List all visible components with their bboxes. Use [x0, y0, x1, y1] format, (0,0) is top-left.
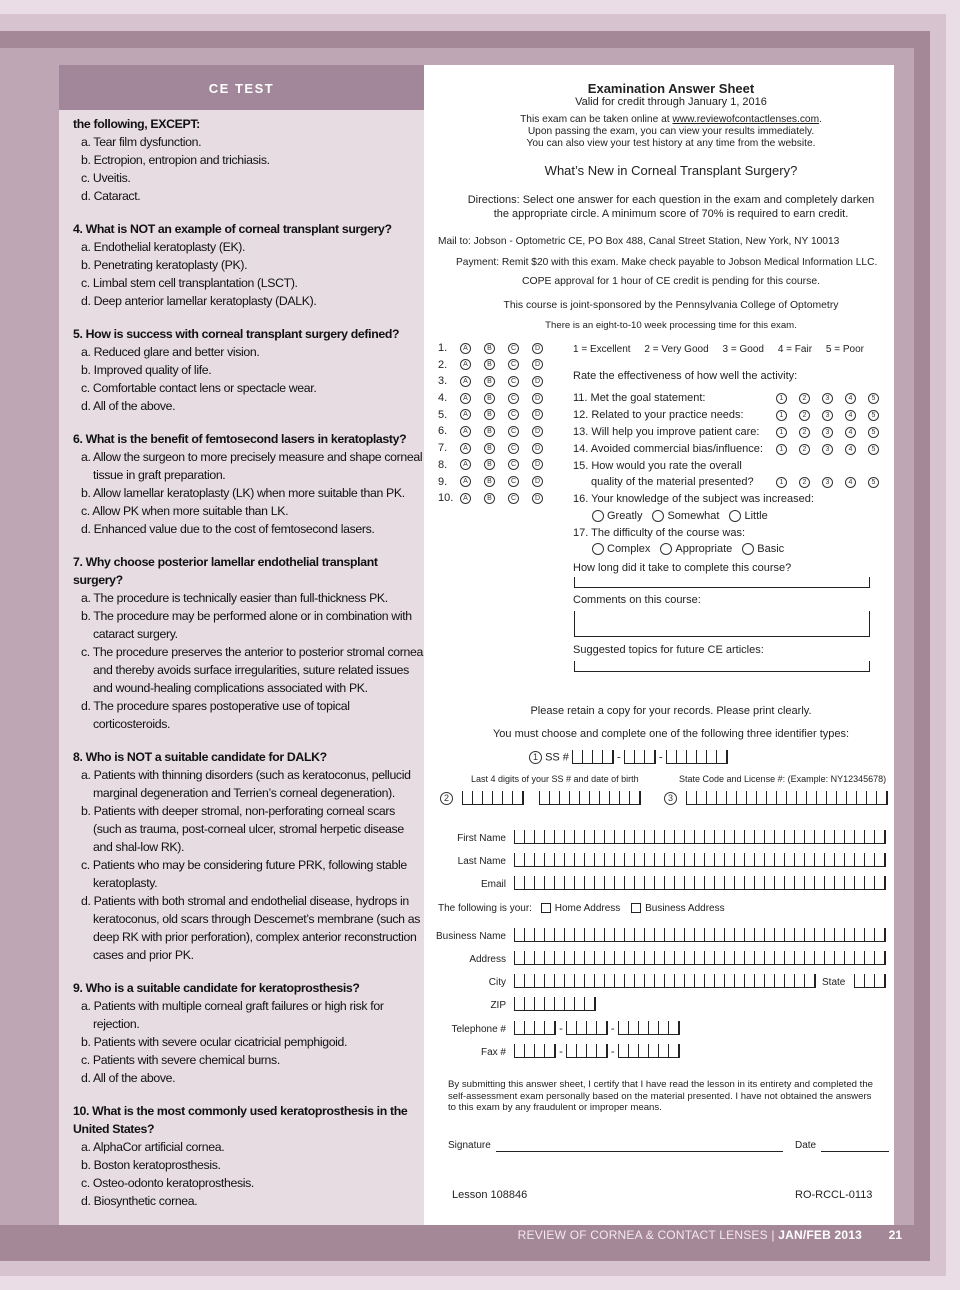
answer-row	[438, 425, 558, 442]
rating-12-bubble-3[interactable]: 3	[822, 410, 833, 421]
option: d. Enhanced value due to the cost of femtosecond lasers.	[81, 522, 375, 536]
home-address-label: Home Address	[554, 903, 621, 914]
answer-number: 2.	[438, 358, 448, 371]
q16opts-radio[interactable]	[652, 510, 664, 522]
option: d. All of the above.	[81, 399, 176, 413]
last-name-label: Last Name	[457, 856, 506, 867]
answer-bubble-a[interactable]: A	[460, 476, 471, 487]
answer-row	[438, 409, 558, 426]
answer-row	[438, 392, 558, 409]
option: c. Limbal stem cell transplantation (LSCT).	[81, 276, 298, 290]
answer-bubble-c[interactable]: C	[508, 376, 519, 387]
issue-date: JAN/FEB 2013	[778, 1228, 862, 1242]
rating-15-bubble-4[interactable]: 4	[845, 477, 856, 488]
joint-sponsor: This course is joint-sponsored by the Pennsylvania College of Optometry	[503, 300, 839, 311]
answer-bubble-c[interactable]: C	[508, 359, 519, 370]
q15-line1: 15. How would you rate the overall	[573, 460, 742, 472]
answer-number: 3.	[438, 375, 448, 388]
answer-number: 9.	[438, 475, 448, 488]
history-note: You can also view your test history at any time from the website.	[526, 138, 816, 149]
rating-15-bubble-2[interactable]: 2	[799, 477, 810, 488]
answer-bubble-a[interactable]: A	[460, 376, 471, 387]
cope-note: COPE approval for 1 hour of CE credit is pending for this course.	[521, 276, 820, 287]
answer-bubble-b[interactable]: B	[484, 343, 495, 354]
comments-label: Comments on this course:	[573, 594, 701, 606]
answer-bubble-a[interactable]: A	[460, 343, 471, 354]
rating-15-bubble-5[interactable]: 5	[868, 477, 879, 488]
rating-item-label: 12. Related to your practice needs:	[573, 409, 744, 421]
answer-number: 7.	[438, 442, 448, 455]
rating-row-11	[573, 392, 883, 409]
fax-input[interactable]	[514, 1044, 680, 1058]
fax-dash-1: -	[559, 1046, 563, 1058]
option: d. The procedure spares postoperative use of topical corticosteroids.	[81, 699, 350, 731]
option-list	[73, 133, 423, 205]
q17-options	[592, 543, 794, 555]
option: a. AlphaCor artificial cornea.	[81, 1140, 225, 1154]
answer-bubble-c[interactable]: C	[508, 393, 519, 404]
identifier-note: You must choose and complete one of the following three identifier types:	[492, 728, 850, 740]
answer-bubble-b[interactable]: B	[484, 476, 495, 487]
answer-row	[438, 375, 558, 392]
option: a. Endothelial keratoplasty (EK).	[81, 240, 246, 254]
answer-row	[438, 459, 558, 476]
answer-bubble-c[interactable]: C	[508, 476, 519, 487]
answer-bubble-b[interactable]: B	[484, 359, 495, 370]
telephone-label: Telephone #	[451, 1024, 506, 1035]
q17opts-label: Appropriate	[675, 543, 733, 555]
ss-row	[529, 750, 728, 764]
last4-input[interactable]	[462, 791, 524, 805]
option-list	[73, 997, 423, 1087]
tel-dash-2: -	[610, 1023, 615, 1035]
directions-line2: the appropriate circle. A minimum score of 70% is required to earn credit.	[493, 208, 849, 220]
certification-text: By submitting this answer sheet, I certify that I have read the lesson in its entirety and completed the self-assessment exam personally based on the material presented. I have not obtained the answers to this exam by any fraudulent or improper means.	[448, 1079, 874, 1113]
option: c. Comfortable contact lens or spectacle wear.	[81, 381, 317, 395]
directions-line1: Directions: Select one answer for each question in the exam and completely darken	[467, 194, 875, 206]
option-3-row	[664, 791, 888, 805]
journal-footer	[518, 1228, 862, 1242]
question-intro: the following, EXCEPT:	[73, 117, 200, 131]
rating-bubbles	[776, 443, 891, 455]
option: c. Allow PK when more suitable than LK.	[81, 504, 289, 518]
how-long-label: How long did it take to complete this course?	[573, 562, 792, 574]
last-name-input[interactable]	[514, 853, 886, 867]
answer-bubble-a[interactable]: A	[460, 393, 471, 404]
questions-panel	[59, 65, 424, 1225]
processing-time: There is an eight-to-10 week processing time for this exam.	[545, 320, 797, 331]
option: b. Improved quality of life.	[81, 363, 212, 377]
option: b. Ectropion, entropion and trichiasis.	[81, 153, 270, 167]
rating-item-label: 14. Avoided commercial bias/influence:	[573, 443, 763, 455]
answer-number: 1.	[438, 342, 448, 354]
rating-12-bubble-1[interactable]: 1	[776, 410, 787, 421]
q15-line2: quality of the material presented?	[591, 476, 754, 488]
question-7: 7. Why choose posterior lamellar endothelial transplant surgery?	[73, 555, 378, 587]
option-3-icon: 3	[664, 792, 677, 805]
rating-11-bubble-3[interactable]: 3	[822, 393, 833, 404]
q16opts-label: Somewhat	[667, 510, 720, 522]
first-name-label: First Name	[457, 833, 506, 844]
option: d. Cataract.	[81, 189, 141, 203]
fax-dash-2: -	[610, 1046, 615, 1058]
option: b. The procedure may be performed alone or in combination with cataract surgery.	[81, 609, 412, 641]
telephone-input[interactable]	[514, 1021, 680, 1035]
q16opts-radio[interactable]	[729, 510, 741, 522]
q16-options	[592, 510, 778, 522]
q15-rating	[776, 476, 891, 488]
answer-bubble-b[interactable]: B	[484, 376, 495, 387]
home-address-checkbox[interactable]	[541, 903, 551, 913]
rating-13-bubble-4[interactable]: 4	[845, 427, 856, 438]
website-link[interactable]: www.reviewofcontactlenses.com	[672, 114, 820, 125]
rating-14-bubble-1[interactable]: 1	[776, 444, 787, 455]
option-2-icon: 2	[440, 792, 453, 805]
signature-label: Signature	[448, 1140, 491, 1151]
q17opts-label: Complex	[607, 543, 651, 555]
answer-bubble-b[interactable]: B	[484, 426, 495, 437]
answer-bubble-b[interactable]: B	[484, 459, 495, 470]
signature-field[interactable]	[496, 1151, 783, 1152]
how-long-field[interactable]	[574, 577, 870, 588]
answer-number: 5.	[438, 408, 448, 421]
ss-part1-input[interactable]	[572, 750, 614, 764]
date-field[interactable]	[821, 1151, 889, 1152]
answer-row	[438, 342, 558, 359]
option: d. Deep anterior lamellar keratoplasty (DALK).	[81, 294, 317, 308]
answer-bubble-d[interactable]: D	[532, 493, 543, 504]
q17-label: 17. The difficulty of the course was:	[573, 527, 746, 539]
business-name-label: Business Name	[435, 931, 506, 942]
payment-note: Payment: Remit $20 with this exam. Make check payable to Jobson Medical Information LLC.	[456, 257, 878, 268]
rating-12-bubble-4[interactable]: 4	[845, 410, 856, 421]
answer-number: 4.	[438, 392, 448, 405]
answer-number: 6.	[438, 425, 448, 438]
rating-11-bubble-4[interactable]: 4	[845, 393, 856, 404]
answer-bubble-c[interactable]: C	[508, 443, 519, 454]
business-address-checkbox[interactable]	[631, 903, 641, 913]
question-list	[73, 115, 423, 1210]
rating-13-bubble-1[interactable]: 1	[776, 427, 787, 438]
option: d. All of the above.	[81, 1071, 176, 1085]
q16opts-label: Greatly	[607, 510, 643, 522]
option-list	[73, 448, 423, 538]
course-code: RO-RCCL-0113	[795, 1189, 873, 1201]
address-input[interactable]	[514, 951, 886, 965]
rating-item-label: 13. Will help you improve patient care:	[573, 426, 760, 438]
option-1-icon: 1	[529, 751, 542, 764]
rating-scale: 1 = Excellent 2 = Very Good 3 = Good 4 = Fair 5 = Poor	[573, 344, 864, 355]
sheet-title: Examination Answer Sheet	[587, 81, 755, 96]
ss-part2-input[interactable]	[624, 750, 656, 764]
rating-14-bubble-3[interactable]: 3	[822, 444, 833, 455]
dob-input[interactable]	[539, 791, 641, 805]
q17opts-label: Basic	[757, 543, 785, 555]
answer-bubble-c[interactable]: C	[508, 493, 519, 504]
answer-bubble-b[interactable]: B	[484, 443, 495, 454]
answer-bubble-d[interactable]: D	[532, 393, 543, 404]
valid-through: Valid for credit through January 1, 2016	[575, 96, 767, 108]
ss-part3-input[interactable]	[666, 750, 728, 764]
answer-bubble-c[interactable]: C	[508, 343, 519, 354]
option: c. Patients with severe chemical burns.	[81, 1053, 280, 1067]
answer-bubble-d[interactable]: D	[532, 476, 543, 487]
state-label: State	[822, 977, 846, 988]
page-footer	[0, 1225, 914, 1244]
option: c. The procedure preserves the anterior to posterior stromal cornea and thereby avoids surface irregularities, suture related issues and wound-healing complications associated with PK.	[81, 645, 423, 695]
state-input[interactable]	[854, 974, 886, 988]
option-list	[73, 589, 423, 733]
option-2-row	[440, 791, 641, 805]
q16opts-radio[interactable]	[592, 510, 604, 522]
answer-bubble-a[interactable]: A	[460, 459, 471, 470]
suggested-label: Suggested topics for future CE articles:	[573, 644, 764, 656]
journal-name: REVIEW OF CORNEA & CONTACT LENSES |	[517, 1228, 779, 1242]
answer-bubble-a[interactable]: A	[460, 443, 471, 454]
address-label: Address	[469, 954, 506, 965]
page-number: 21	[888, 1228, 902, 1242]
date-label: Date	[795, 1140, 817, 1151]
ce-test-header: CE TEST	[59, 65, 424, 110]
option: c. Patients who may be considering future PRK, following stable keratoplasty.	[81, 858, 407, 890]
question-10: 10. What is the most commonly used keratoprosthesis in the United States?	[73, 1104, 408, 1136]
rating-bubbles	[776, 409, 891, 421]
ss-label: SS #	[545, 751, 569, 764]
answer-bubble-d[interactable]: D	[532, 459, 543, 470]
option-list	[73, 343, 423, 415]
answer-row	[438, 442, 558, 459]
rating-14-bubble-5[interactable]: 5	[868, 444, 879, 455]
first-name-input[interactable]	[514, 830, 886, 844]
rating-11-bubble-5[interactable]: 5	[868, 393, 879, 404]
rating-bubbles	[776, 392, 891, 404]
answer-bubble-a[interactable]: A	[460, 493, 471, 504]
ss-dash-2: -	[658, 751, 663, 764]
q16-label: 16. Your knowledge of the subject was increased:	[573, 493, 814, 505]
business-name-input[interactable]	[514, 928, 886, 942]
suggested-field[interactable]	[574, 661, 870, 672]
email-input[interactable]	[514, 876, 886, 890]
ss-dash-1: -	[617, 751, 621, 764]
q16opts-label: Little	[744, 510, 768, 522]
answer-bubble-b[interactable]: B	[484, 393, 495, 404]
mail-to: Mail to: Jobson - Optometric CE, PO Box 488, Canal Street Station, New York, NY 10013	[438, 236, 840, 247]
zip-label: ZIP	[490, 1000, 506, 1011]
city-label: City	[488, 977, 506, 988]
rating-15-bubble-3[interactable]: 3	[822, 477, 833, 488]
option: a. Reduced glare and better vision.	[81, 345, 260, 359]
option-list	[73, 1138, 423, 1210]
answer-sheet	[424, 65, 894, 1225]
q17opts-radio[interactable]	[660, 543, 672, 555]
answer-row	[438, 359, 558, 376]
zip-input[interactable]	[514, 997, 596, 1011]
option: a. Patients with thinning disorders (such as keratoconus, pellucid marginal degeneration and Terrien’s corneal degeneration).	[81, 768, 411, 800]
q17opts-radio[interactable]	[592, 543, 604, 555]
answer-bubble-d[interactable]: D	[532, 409, 543, 420]
option: d. Biosynthetic cornea.	[81, 1194, 198, 1208]
business-address-label: Business Address	[645, 903, 725, 914]
rating-11-bubble-2[interactable]: 2	[799, 393, 810, 404]
answer-bubble-c[interactable]: C	[508, 459, 519, 470]
passing-note: Upon passing the exam, you can view your results immediately.	[527, 126, 815, 137]
online-post: .	[819, 114, 822, 125]
option: a. Allow the surgeon to more precisely measure and shape corneal tissue in graft preparation.	[81, 450, 423, 482]
question-9: 9. Who is a suitable candidate for keratoprosthesis?	[73, 981, 360, 995]
lesson-number: Lesson 108846	[452, 1189, 528, 1201]
rating-instruction: Rate the effectiveness of how well the activity:	[573, 370, 798, 382]
answer-bubble-c[interactable]: C	[508, 409, 519, 420]
answer-bubble-a[interactable]: A	[460, 409, 471, 420]
rating-row-14	[573, 443, 883, 460]
option: a. The procedure is technically easier than full-thickness PK.	[81, 591, 388, 605]
answer-row	[438, 476, 558, 493]
option: a. Tear film dysfunction.	[81, 135, 202, 149]
question-5: 5. How is success with corneal transplant surgery defined?	[73, 327, 400, 341]
option-list	[73, 766, 423, 964]
rating-11-bubble-1[interactable]: 1	[776, 393, 787, 404]
option: b. Patients with deeper stromal, non-perforating corneal scars (such as trauma, post-corneal ulcer, stromal herpetic disease and shal-low RK).	[81, 804, 404, 854]
rating-row-12	[573, 409, 883, 426]
rating-rows	[573, 392, 883, 460]
rating-12-bubble-5[interactable]: 5	[868, 410, 879, 421]
answer-bubble-b[interactable]: B	[484, 493, 495, 504]
question-4: 4. What is NOT an example of corneal transplant surgery?	[73, 222, 392, 236]
answer-bubble-d[interactable]: D	[532, 343, 543, 354]
answer-bubble-a[interactable]: A	[460, 426, 471, 437]
question-6: 6. What is the benefit of femtosecond lasers in keratoplasty?	[73, 432, 407, 446]
course-title: What’s New in Corneal Transplant Surgery?	[544, 163, 798, 178]
rating-bubbles	[776, 426, 891, 438]
option-list	[73, 238, 423, 310]
answer-bubble-d[interactable]: D	[532, 359, 543, 370]
license-input[interactable]	[686, 791, 888, 805]
city-input[interactable]	[514, 974, 816, 988]
tel-dash-1: -	[559, 1023, 563, 1035]
fax-label: Fax #	[480, 1047, 506, 1058]
answer-bubble-d[interactable]: D	[532, 443, 543, 454]
rating-14-bubble-2[interactable]: 2	[799, 444, 810, 455]
last4-note: Last 4 digits of your SS # and date of birth	[471, 774, 639, 784]
option: d. Patients with both stromal and endothelial disease, hydrops in keratoconus, old scars through Descemet’s membrane (such as deep RK with prior perforation), complex anterior reconstruction cases and prior PK.	[81, 894, 421, 962]
rating-13-bubble-3[interactable]: 3	[822, 427, 833, 438]
retain-note: Please retain a copy for your records. Please print clearly.	[530, 705, 812, 717]
answer-bubble-a[interactable]: A	[460, 359, 471, 370]
email-label: Email	[480, 879, 506, 890]
rating-item-label: 11. Met the goal statement:	[573, 392, 706, 404]
online-pre: This exam can be taken online at	[520, 114, 673, 125]
q17opts-radio[interactable]	[742, 543, 754, 555]
answer-bubble-d[interactable]: D	[532, 426, 543, 437]
rating-row-13	[573, 426, 883, 443]
rating-13-bubble-5[interactable]: 5	[868, 427, 879, 438]
answer-bubble-b[interactable]: B	[484, 409, 495, 420]
option: b. Patients with severe ocular cicatricial pemphigoid.	[81, 1035, 348, 1049]
online-note	[424, 114, 918, 125]
option: a. Patients with multiple corneal graft failures or high risk for rejection.	[81, 999, 384, 1031]
question-8: 8. Who is NOT a suitable candidate for DALK?	[73, 750, 327, 764]
option: c. Uveitis.	[81, 171, 131, 185]
answer-bubble-c[interactable]: C	[508, 426, 519, 437]
rating-15-bubble-1[interactable]: 1	[776, 477, 787, 488]
address-type-row	[438, 903, 725, 914]
state-license-note: State Code and License #: (Example: NY12345678)	[679, 774, 887, 784]
rating-14-bubble-4[interactable]: 4	[845, 444, 856, 455]
answer-grid	[438, 342, 558, 509]
option: b. Boston keratoprosthesis.	[81, 1158, 221, 1172]
answer-number: 10.	[438, 492, 454, 505]
rating-12-bubble-2[interactable]: 2	[799, 410, 810, 421]
option: b. Penetrating keratoplasty (PK).	[81, 258, 248, 272]
option: c. Osteo-odonto keratoprosthesis.	[81, 1176, 254, 1190]
rating-13-bubble-2[interactable]: 2	[799, 427, 810, 438]
answer-number: 8.	[438, 458, 448, 471]
option: b. Allow lamellar keratoplasty (LK) when more suitable than PK.	[81, 486, 405, 500]
comments-field[interactable]	[574, 611, 870, 637]
following-label: The following is your:	[438, 903, 532, 914]
answer-bubble-d[interactable]: D	[532, 376, 543, 387]
answer-row	[438, 492, 558, 509]
